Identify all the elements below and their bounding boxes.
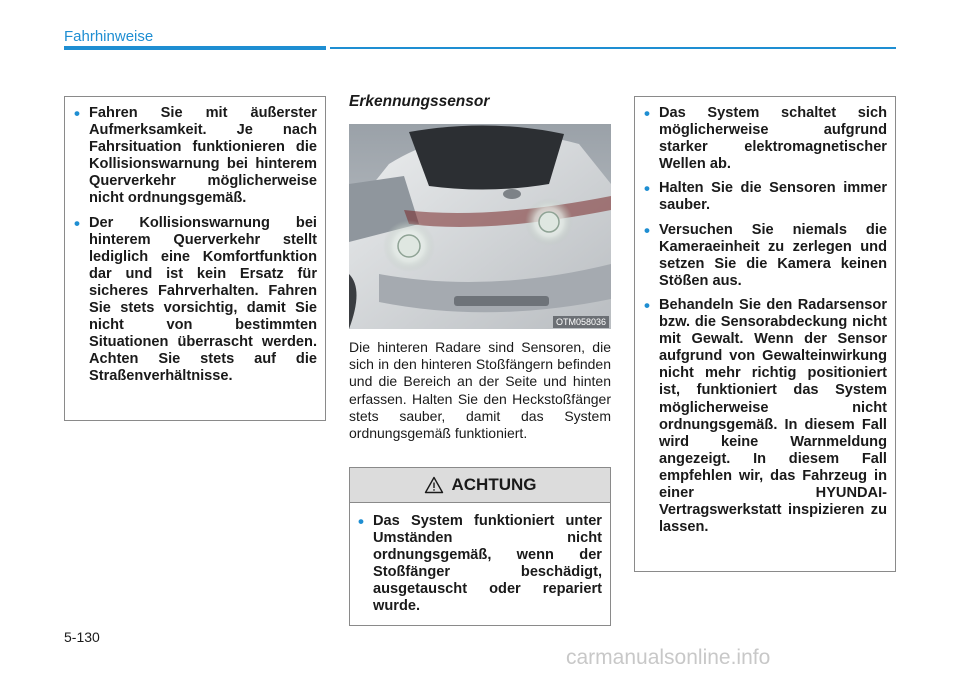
- caution-header: [350, 468, 610, 503]
- watermark: carmanualsonline.info: [566, 646, 771, 669]
- header-rule-thick: [64, 46, 326, 50]
- caution-box: [349, 467, 611, 626]
- warning-triangle-icon: [424, 476, 444, 494]
- section-title: Fahrhinweise: [64, 28, 154, 45]
- sub-heading: Erkennungssensor: [349, 93, 490, 110]
- right-warning-box: [634, 96, 896, 572]
- page-number: 5-130: [64, 629, 100, 645]
- list-item: • Der Kollisionswarnung bei hinterem Querverkehr stellt lediglich eine Komfortfunktion dar und ist kein Ersatz für sicheres Fahrverhalten. Fahren Sie stets vorsichtig, damit Sie nicht von bestimmten Situationen überrascht werden. Achten Sie stets auf die Straßenverhältnisse.: [74, 215, 317, 386]
- caution-title: ACHTUNG: [451, 475, 537, 494]
- car-rear-illustration: [349, 124, 611, 329]
- list-item: • Fahren Sie mit äußerster Aufmerksamkeit. Je nach Fahrsituation funktionieren die Kollisionswarnung bei hinterem Querverkehr möglicherweise nicht ordnungsgemäß.: [74, 105, 317, 208]
- image-code: OTM058036: [553, 316, 609, 328]
- left-warning-box: [64, 96, 326, 421]
- list-item: • Versuchen Sie niemals die Kameraeinheit zu zerlegen und setzen Sie die Kamera keinen Stößen aus.: [644, 222, 887, 290]
- list-item: • Halten Sie die Sensoren immer sauber.: [644, 180, 887, 214]
- header-rule-thin: [330, 47, 896, 49]
- list-item: • Das System funktioniert unter Umständen nicht ordnungsgemäß, wenn der Stoßfänger beschädigt, ausgetauscht oder repariert wurde.: [358, 513, 602, 616]
- list-item: • Das System schaltet sich möglicherweise aufgrund starker elektromagnetischer Wellen ab.: [644, 105, 887, 173]
- body-paragraph: Die hinteren Radare sind Sensoren, die sich in den hinteren Stoßfängern befinden und die Bereich an der Seite und hinten erfassen. Halten Sie den Heckstoßfänger stets sauber, damit das System ordnungsgemäß funktioniert.: [349, 339, 611, 442]
- car-rear-photo: [349, 124, 611, 329]
- list-item: • Behandeln Sie den Radarsensor bzw. die Sensorabdeckung nicht mit Gewalt. Wenn der Sensor aufgrund von Gewalteinwirkung nicht mehr richtig positioniert ist, funktioniert das System möglicherweise nicht ordnungsgemäß. In diesem Fall wird keine Warnmeldung angezeigt. In diesem Fall empfehlen wir, das Fahrzeug in einer HYUNDAI-Vertragswerkstatt inspizieren zu lassen.: [644, 297, 887, 536]
